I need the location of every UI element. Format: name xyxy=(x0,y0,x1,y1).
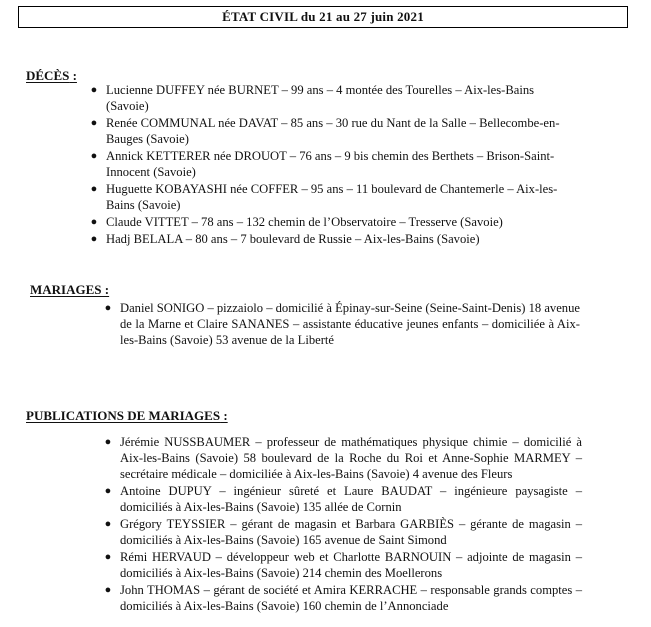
publications-heading-colon: : xyxy=(220,408,228,423)
bullet-icon: ● xyxy=(90,117,98,129)
publication-entry xyxy=(104,483,582,515)
bullet-icon: ● xyxy=(90,183,98,195)
publication-entry-text: Antoine DUPUY – ingénieur sûreté et Laure BAUDAT – ingénieure paysagiste – domiciliés à Aix-les-Bains (Savoie) 135 allée de Cornin xyxy=(120,484,582,514)
bullet-icon: ● xyxy=(90,233,98,245)
bullet-icon: ● xyxy=(90,84,98,96)
deces-entry-text: Hadj BELALA – 80 ans – 7 boulevard de Russie – Aix-les-Bains (Savoie) xyxy=(106,232,480,246)
publications-heading xyxy=(26,408,228,424)
publication-entry xyxy=(104,582,582,614)
bullet-icon: ● xyxy=(90,216,98,228)
mariage-entry xyxy=(104,300,580,348)
publication-entry-text: John THOMAS – gérant de société et Amira KERRACHE – responsable grands comptes – domiciliés à Aix-les-Bains (Savoie) 160 chemin de l’Annonciade xyxy=(120,583,582,613)
publication-entry-text: Rémi HERVAUD – développeur web et Charlotte BARNOUIN – adjointe de magasin – domiciliés à Aix-les-Bains (Savoie) 214 chemin des Moellerons xyxy=(120,550,582,580)
deces-entry xyxy=(90,214,576,230)
publication-entry xyxy=(104,549,582,581)
deces-list xyxy=(90,82,576,248)
mariages-heading-colon: : xyxy=(101,282,110,297)
deces-entry-text: Huguette KOBAYASHI née COFFER – 95 ans – 11 boulevard de Chantemerle – Aix-les-Bains (Savoie) xyxy=(106,182,558,212)
bullet-icon: ● xyxy=(104,584,112,596)
publications-list xyxy=(104,434,582,615)
deces-entry xyxy=(90,115,576,147)
deces-entry-text: Lucienne DUFFEY née BURNET – 99 ans – 4 montée des Tourelles – Aix-les-Bains (Savoie) xyxy=(106,83,535,113)
deces-entry xyxy=(90,148,576,180)
publication-entry-text: Grégory TEYSSIER – gérant de magasin et Barbara GARBIÈS – gérante de magasin – domiciliés à Aix-les-Bains (Savoie) 165 avenue de Saint Simond xyxy=(120,517,582,547)
deces-entry-text: Renée COMMUNAL née DAVAT – 85 ans – 30 rue du Nant de la Salle – Bellecombe-en-Bauges (Savoie) xyxy=(106,116,560,146)
bullet-icon: ● xyxy=(104,551,112,563)
deces-entry xyxy=(90,181,576,213)
mariages-heading xyxy=(30,282,109,298)
bullet-icon: ● xyxy=(104,436,112,448)
bullet-icon: ● xyxy=(104,302,112,314)
document-title: ÉTAT CIVIL du 21 au 27 juin 2021 xyxy=(18,6,628,28)
bullet-icon: ● xyxy=(90,150,98,162)
publication-entry xyxy=(104,516,582,548)
mariages-list xyxy=(104,300,580,348)
publication-entry-text: Jérémie NUSSBAUMER – professeur de mathématiques physique chimie – domicilié à Aix-les-Bains (Savoie) 58 boulevard de la Roche du Roi et Anne-Sophie MARMEY – secrétaire médicale – domiciliée à Aix-les-Bains (Savoie) 4 avenue des Fleurs xyxy=(120,435,582,481)
bullet-icon: ● xyxy=(104,485,112,497)
deces-heading-text: DÉCÈS xyxy=(26,68,70,83)
deces-entry-text: Annick KETTERER née DROUOT – 76 ans – 9 bis chemin des Berthets – Brison-Saint-Innocent (Savoie) xyxy=(106,149,555,179)
deces-entry-text: Claude VITTET – 78 ans – 132 chemin de l’Observatoire – Tresserve (Savoie) xyxy=(106,215,503,229)
deces-entry xyxy=(90,231,576,247)
publication-entry xyxy=(104,434,582,482)
bullet-icon: ● xyxy=(104,518,112,530)
deces-heading-colon: : xyxy=(69,68,77,83)
deces-heading xyxy=(26,68,77,84)
publications-heading-text: PUBLICATIONS DE MARIAGES xyxy=(26,408,221,423)
mariage-entry-text: Daniel SONIGO – pizzaiolo – domicilié à Épinay-sur-Seine (Seine-Saint-Denis) 18 avenue de la Marne et Claire SANANES – assistante éducative jeunes enfants – domiciliée à Aix-les-Bains (Savoie) 53 avenue de la Liberté xyxy=(120,301,580,347)
mariages-heading-text: MARIAGES xyxy=(30,282,102,297)
deces-entry xyxy=(90,82,576,114)
